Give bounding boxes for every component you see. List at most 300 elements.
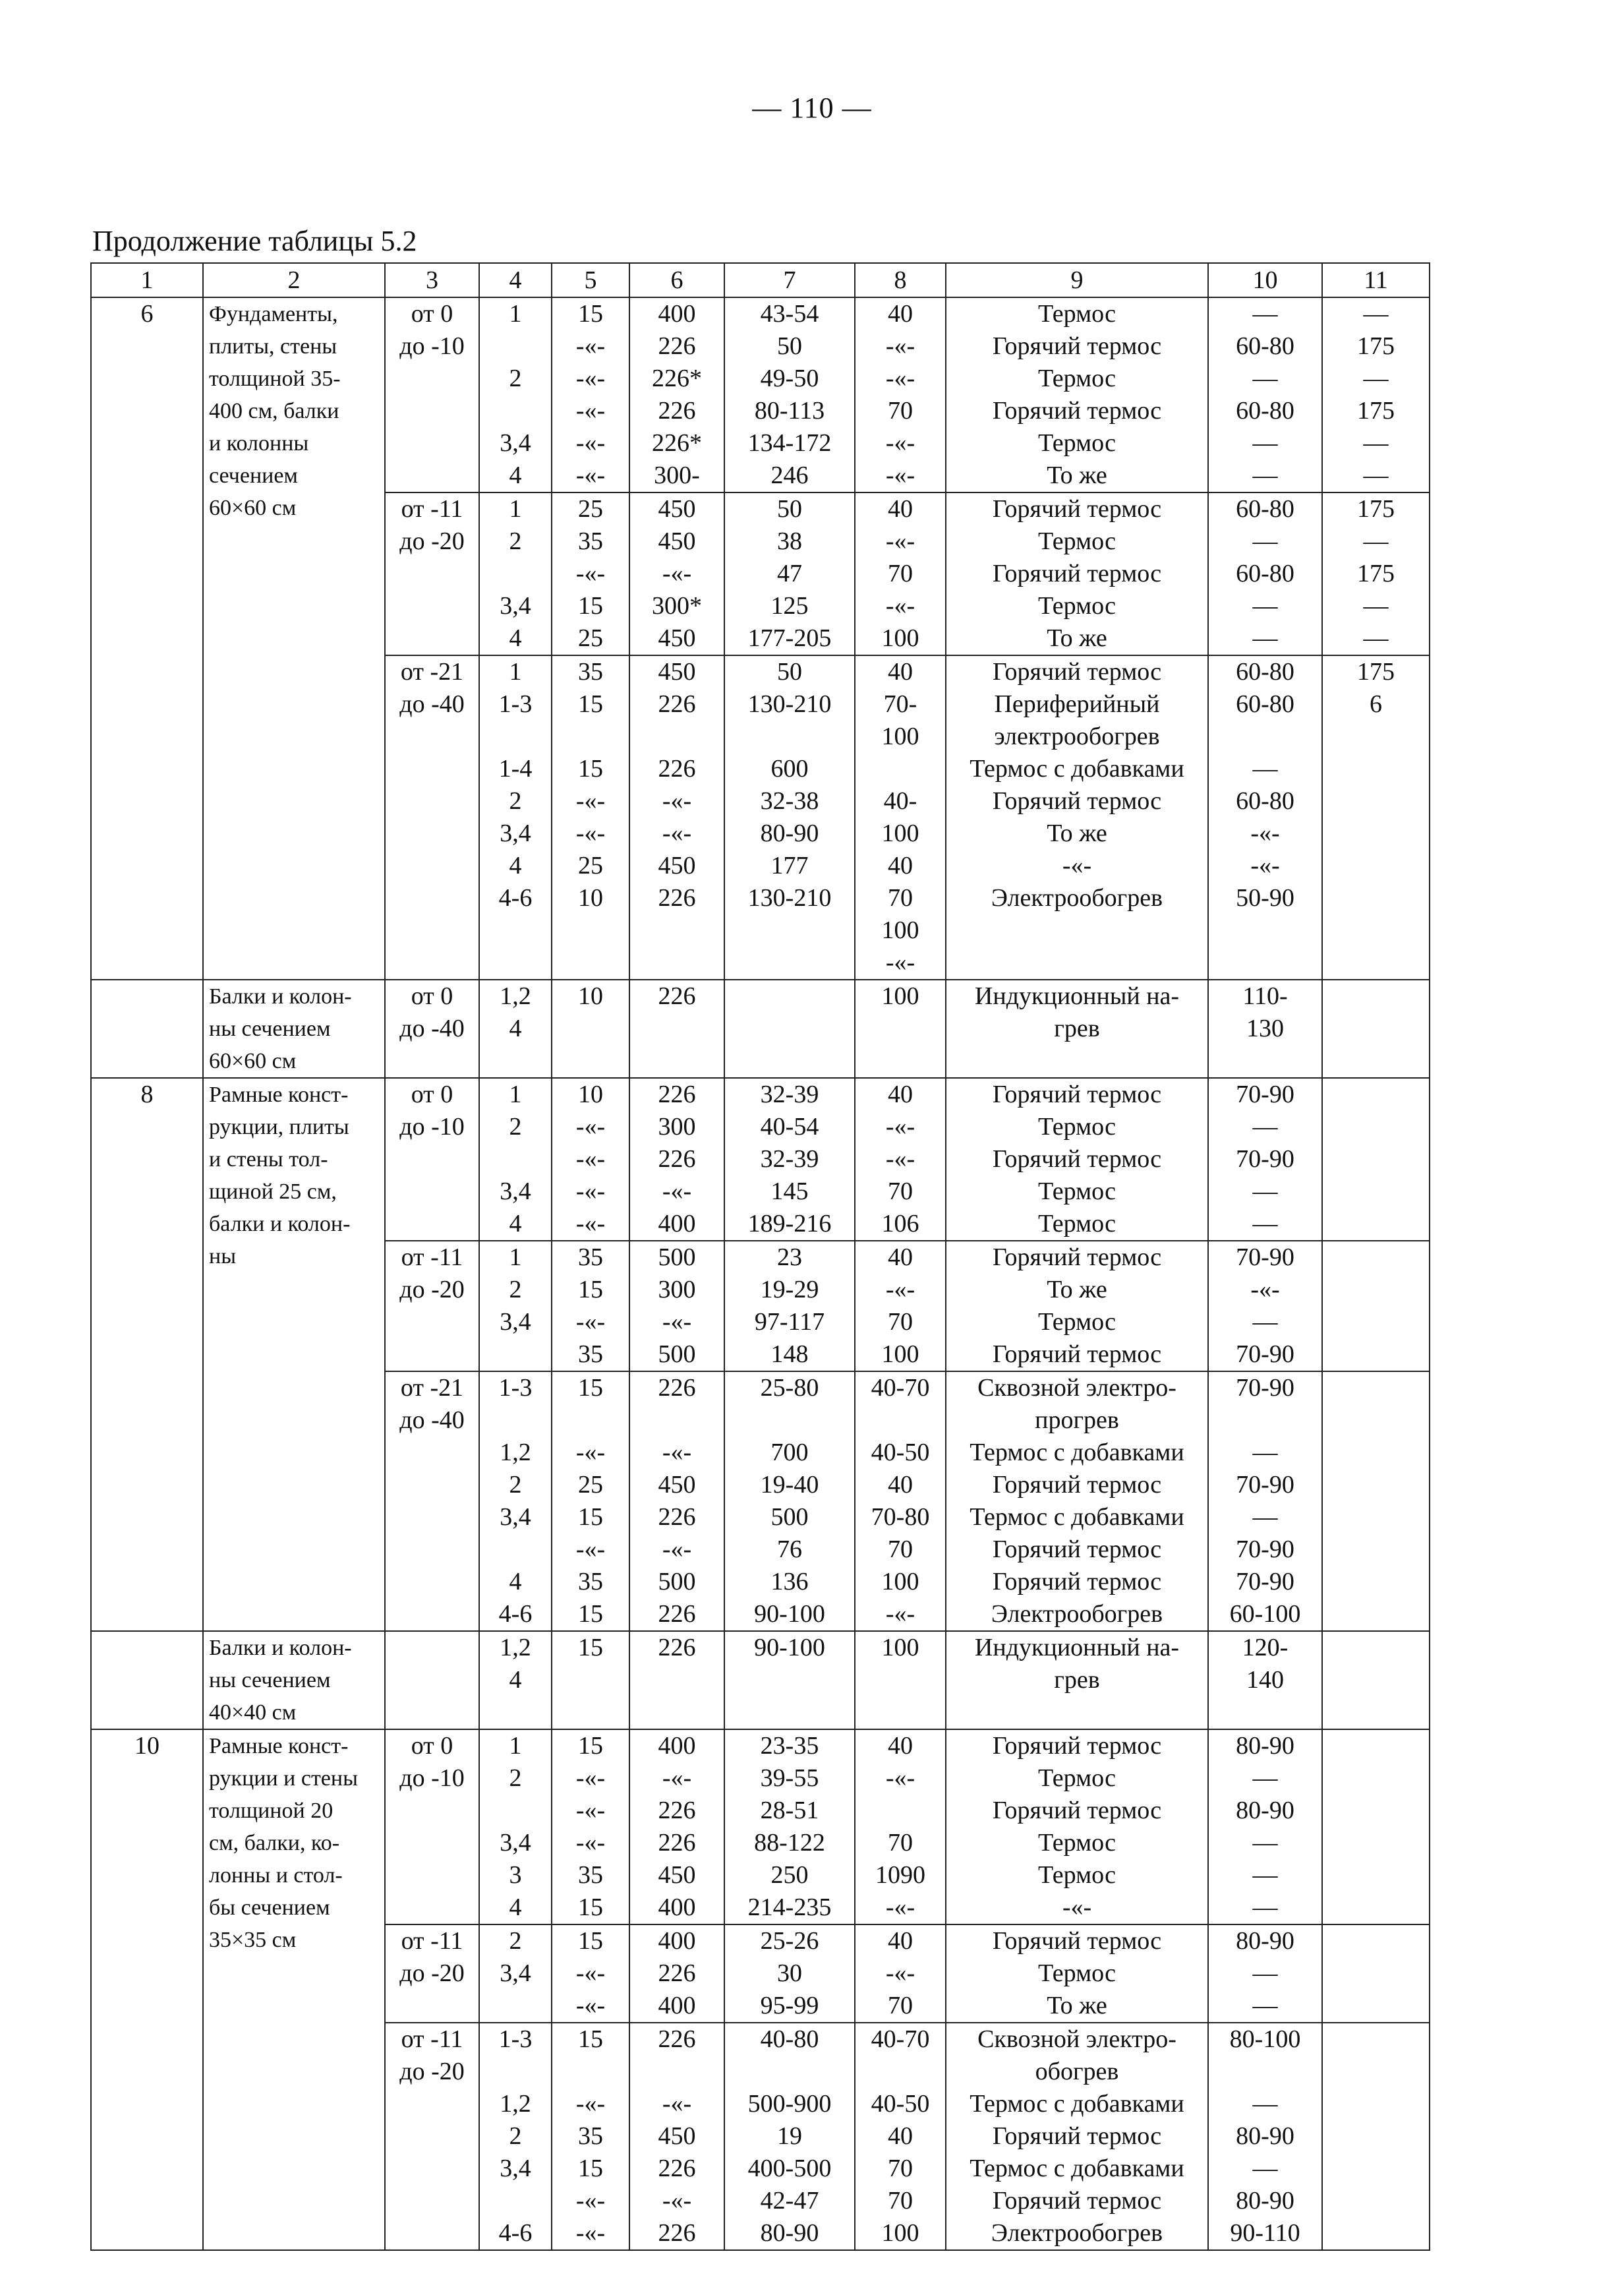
temperature-line: до -40 [399,1406,465,1434]
cell-line: 70 [888,1308,913,1336]
cell-line: -«- [885,949,915,976]
cell-line [1323,1241,1429,1274]
cell-temperature-range [385,980,479,1078]
cell-line: Горячий термос [992,1145,1162,1173]
cell-line [856,1404,945,1437]
cell-line: 25 [578,852,603,879]
cell-col11 [1322,297,1430,492]
cell-col6 [629,655,724,980]
cell-line [1323,1696,1429,1729]
table-row [91,980,1430,1078]
temperature-line: до -10 [399,1764,465,1792]
cell-line [946,914,1207,947]
cell-line: 35 [578,2122,603,2150]
cell-line: -«- [885,1113,915,1141]
cell-line: 10 [578,1081,603,1108]
cell-line: -«- [662,1177,692,1205]
cell-line: -«- [575,1992,606,2019]
cell-line: 70 [888,884,913,912]
cell-col7 [724,1924,855,2023]
cell-line: — [1252,755,1278,783]
cell-line: 450 [658,1861,696,1889]
table-row [91,297,1430,492]
cell-line: 35 [578,1861,603,1889]
cell-line: -«- [662,819,692,847]
cell-line: -«- [575,1797,606,1824]
cell-line: 15 [578,2155,603,2182]
cell-line: -«- [1250,852,1280,879]
cell-line: 226* [652,365,702,392]
cell-item-number [91,980,203,1078]
cell-line: — [1363,527,1389,555]
cell-col5 [552,1241,629,1371]
cell-line: 136 [770,1568,809,1595]
cell-col9 [946,655,1208,980]
cell-col4 [479,1078,552,1241]
cell-line: 600 [770,755,809,783]
cell-line [1323,1437,1429,1469]
cell-line: 300* [652,592,702,620]
cell-line: 70-90 [1236,1535,1294,1563]
cell-line: 25-80 [760,1374,819,1402]
temperature-line: от -21 [400,658,464,686]
cell-line [1209,1045,1321,1077]
cell-temperature-range [385,1631,479,1729]
description-line: 400 см, балки [209,399,339,423]
cell-line: -«- [575,1959,606,1987]
cell-line [480,1990,551,2022]
cell-temperature-range [385,297,479,492]
cell-temperature-range [385,1924,479,2023]
cell-line: 30 [777,1959,802,1987]
cell-col8 [855,1729,946,1924]
cell-col4 [479,297,552,492]
cell-line: — [1252,1829,1278,1857]
cell-line: 40 [888,2122,913,2150]
cell-line: 70-90 [1236,1374,1294,1402]
cell-col8 [855,297,946,492]
header-cell: 7 [724,263,855,297]
table-body [91,297,1430,2250]
cell-col4 [479,980,552,1078]
cell-line: — [1252,2090,1278,2118]
cell-line [552,1696,629,1729]
temperature-line: от 0 [411,1081,453,1108]
cell-line: Термос [1038,1308,1116,1336]
cell-line [856,1795,945,1827]
cell-line: 1-3 [498,2025,533,2053]
cell-line: 1-4 [498,755,533,783]
cell-item-number [91,1729,203,2250]
cell-line: 40 [888,1243,913,1271]
cell-line [856,1045,945,1077]
cell-line: Горячий термос [992,1471,1162,1499]
description-line: щиной 25 см, [209,1179,337,1204]
cell-line: 70 [888,1992,913,2019]
cell-line: 43-54 [760,300,819,328]
cell-col10 [1208,1078,1322,1241]
cell-line: 32-39 [760,1081,819,1108]
cell-line: 226 [658,1503,696,1531]
cell-line: 400 [658,1210,696,1237]
cell-line: 15 [578,1503,603,1531]
header-cell: 1 [91,263,203,297]
cell-line: 15 [578,690,603,718]
cell-item-number [91,1078,203,1631]
cell-line: грев [1054,1666,1100,1694]
cell-line: 23-35 [760,1732,819,1760]
cell-line: — [1363,462,1389,489]
cell-line: 90-100 [754,1600,825,1628]
cell-line: -«- [885,462,915,489]
cell-line [630,947,724,979]
cell-temperature-range [385,492,479,655]
cell-line [630,914,724,947]
cell-temperature-range [385,1729,479,1924]
header-row [91,263,1430,297]
cell-line: 15 [578,592,603,620]
cell-line: Термос с добавками [970,1503,1184,1531]
cell-line: 100 [881,2219,919,2247]
cell-line: 1,2 [500,1439,531,1466]
cell-line: 3,4 [500,1308,531,1336]
cell-line: 40-70 [871,2025,930,2053]
cell-line: -«- [885,1145,915,1173]
cell-line: 95-99 [760,1992,819,2019]
cell-line: 15 [578,1732,603,1760]
cell-line [1323,1957,1429,1990]
cell-col8 [855,1371,946,1631]
cell-col5 [552,297,629,492]
cell-line: 15 [578,1374,603,1402]
cell-line: Термос [1038,365,1116,392]
cell-line: Электрообогрев [991,884,1163,912]
cell-line [1323,1795,1429,1827]
cell-line: 500 [658,1340,696,1368]
cell-line: Горячий термос [992,787,1162,815]
cell-line: 130 [1246,1015,1284,1042]
cell-line [1323,914,1429,947]
cell-line: 400 [658,1893,696,1921]
description-line: плиты, стены [209,334,337,359]
cell-line: Горячий термос [992,1927,1162,1955]
cell-line: 226 [658,2025,696,2053]
cell-line: Сквозной электро- [977,2025,1176,2053]
cell-col9 [946,1241,1208,1371]
cell-structure-description [203,1078,385,1631]
cell-line: 4 [509,1210,522,1237]
table-row [91,1631,1430,1729]
cell-line: 226 [658,2155,696,2182]
cell-line [1323,2217,1429,2249]
cell-line: — [1252,2155,1278,2182]
cell-col5 [552,1631,629,1729]
temperature-line: до -40 [399,1015,465,1042]
data-table [90,262,1430,2251]
cell-line: 1-3 [498,1374,533,1402]
cell-col5 [552,1924,629,2023]
cell-line [1323,785,1429,818]
cell-line: -«- [575,1764,606,1792]
cell-line [480,2056,551,2088]
cell-line: -«- [885,332,915,360]
cell-line: 700 [770,1439,809,1466]
cell-line: -«- [885,429,915,457]
cell-line [1323,1208,1429,1240]
cell-line: Горячий термос [992,2122,1162,2150]
cell-line: 15 [578,1600,603,1628]
cell-temperature-range [385,655,479,980]
cell-col7 [724,1371,855,1631]
page-number: — 110 — [752,92,872,124]
cell-line [480,1696,551,1729]
cell-col6 [629,1078,724,1241]
cell-line: 500 [658,1568,696,1595]
cell-line: 15 [578,1276,603,1303]
cell-line: 1090 [875,1861,925,1889]
cell-col6 [629,492,724,655]
cell-line [1323,1079,1429,1111]
cell-line: Горячий термос [992,1243,1162,1271]
cell-line: 80-90 [1236,1927,1294,1955]
cell-line [946,1696,1207,1729]
cell-line: 40 [888,852,913,879]
cell-line: 70 [888,2187,913,2215]
cell-col10 [1208,1371,1322,1631]
cell-line: 38 [777,527,802,555]
cell-col11 [1322,1371,1430,1631]
cell-col10 [1208,1729,1322,1924]
cell-line: 70 [888,1535,913,1563]
cell-line: 25 [578,1471,603,1499]
cell-col9 [946,1729,1208,1924]
cell-temperature-range [385,1241,479,1371]
cell-col11 [1322,1241,1430,1371]
cell-line: 28-51 [760,1797,819,1824]
cell-line: Горячий термос [992,332,1162,360]
cell-col6 [629,1729,724,1924]
cell-line: 1,2 [500,982,531,1010]
header-cell: 2 [203,263,385,297]
cell-col10 [1208,980,1322,1078]
cell-line: Горячий термос [992,1568,1162,1595]
cell-line: 80-90 [1236,1732,1294,1760]
cell-line: -«- [662,1764,692,1792]
cell-line [725,1013,854,1045]
cell-line [1323,1566,1429,1598]
cell-line: 2 [509,787,522,815]
cell-structure-description [203,980,385,1078]
cell-line: 15 [578,1893,603,1921]
cell-line: -«- [662,2187,692,2215]
cell-line: 60-80 [1236,397,1294,425]
cell-line: 70-90 [1236,1145,1294,1173]
cell-line: То же [1047,624,1107,652]
cell-line [480,914,551,947]
header-cell: 8 [855,263,946,297]
cell-line: — [1252,624,1278,652]
cell-line: 50-90 [1236,884,1294,912]
cell-line: Термос [1038,1959,1116,1987]
cell-line: 100 [881,1568,919,1595]
header-cell: 4 [479,263,552,297]
cell-line: 2 [509,1764,522,1792]
cell-line: 6 [1370,690,1382,718]
cell-line: 15 [578,755,603,783]
cell-line: 226 [658,690,696,718]
cell-line: То же [1047,819,1107,847]
cell-col6 [629,2023,724,2250]
cell-line: 42-47 [760,2187,819,2215]
cell-line: 80-90 [1236,2122,1294,2150]
cell-line: 226 [658,2219,696,2247]
description-line: толщиной 20 [209,1799,334,1823]
temperature-line: от -21 [400,1374,464,1402]
cell-col6 [629,1371,724,1631]
cell-line: Термос [1038,1861,1116,1889]
cell-line: -«- [1062,1893,1092,1921]
temperature-line: от 0 [411,1732,453,1760]
cell-col9 [946,1371,1208,1631]
cell-line: — [1252,1959,1278,1987]
cell-col6 [629,1924,724,2023]
cell-line: 226 [658,1634,696,1661]
cell-line: -«- [885,365,915,392]
cell-line: 35 [578,1340,603,1368]
cell-line [630,1013,724,1045]
cell-line: 1,2 [500,2090,531,2118]
cell-line: 500 [658,1243,696,1271]
cell-line: 35 [578,1243,603,1271]
description-line: Фундаменты, [209,302,338,326]
description-line: рукции и стены [209,1766,358,1791]
cell-col6 [629,980,724,1078]
cell-col7 [724,1631,855,1729]
cell-line [480,1143,551,1176]
cell-line [630,1664,724,1696]
cell-line: 300 [658,1276,696,1303]
cell-line: -«- [885,527,915,555]
cell-line: 2 [509,365,522,392]
cell-col9 [946,297,1208,492]
cell-line: 4 [509,1568,522,1595]
cell-line: -«- [885,1764,915,1792]
table-caption: Продолжение таблицы 5.2 [92,225,417,257]
table-row [91,1729,1430,1924]
cell-structure-description [203,297,385,980]
description-line: см, балки, ко- [209,1831,340,1855]
cell-line: 4 [509,1666,522,1694]
cell-line: -«- [1250,1276,1280,1303]
cell-col5 [552,655,629,980]
cell-line: 226 [658,397,696,425]
cell-line: 60-80 [1236,495,1294,523]
cell-line: 15 [578,2025,603,2053]
description-line: 35×35 см [209,1928,297,1952]
cell-line: 214-235 [747,1893,832,1921]
cell-col11 [1322,655,1430,980]
cell-line: 300 [658,1113,696,1141]
cell-line [946,1045,1207,1077]
cell-line: -«- [1062,852,1092,879]
cell-line: 25-26 [760,1927,819,1955]
cell-line [1323,1404,1429,1437]
cell-line: 90-110 [1230,2219,1300,2247]
cell-line: -«- [575,2090,606,2118]
cell-line: — [1252,1992,1278,2019]
cell-line [856,1013,945,1045]
cell-line: 90-100 [754,1634,825,1661]
cell-line: 125 [770,592,809,620]
cell-line [1323,1664,1429,1696]
header-cell: 9 [946,263,1208,297]
cell-line: -«- [575,1210,606,1237]
cell-line: -«- [662,1439,692,1466]
cell-line: -«- [885,1600,915,1628]
temperature-line: от 0 [411,300,453,328]
cell-line: -«- [575,2187,606,2215]
cell-col6 [629,297,724,492]
cell-line: Термос с добавками [970,2090,1184,2118]
cell-line [725,1696,854,1729]
cell-line: 4 [509,1893,522,1921]
temperature-line: до -10 [399,332,465,360]
cell-line [1323,1176,1429,1208]
cell-line [725,721,854,753]
cell-line [725,1404,854,1437]
cell-line [1209,914,1321,947]
cell-line: 40-80 [760,2025,819,2053]
cell-col11 [1322,980,1430,1078]
cell-col9 [946,1631,1208,1729]
cell-line [480,330,551,363]
cell-line: прогрев [1035,1406,1119,1434]
cell-col7 [724,1078,855,1241]
description-line: Рамные конст- [209,1734,349,1758]
cell-col7 [724,492,855,655]
cell-line: 145 [770,1177,809,1205]
cell-line: — [1252,1210,1278,1237]
cell-line: 450 [658,2122,696,2150]
cell-line: 130-210 [747,884,832,912]
cell-line: -«- [575,1145,606,1173]
cell-line: Горячий термос [992,397,1162,425]
cell-line [1323,1891,1429,1924]
cell-line [630,2056,724,2088]
cell-line: -«- [662,560,692,587]
cell-line: 226 [658,884,696,912]
cell-line: 40 [888,495,913,523]
header-cell: 11 [1322,263,1430,297]
cell-line: -«- [575,1829,606,1857]
temperature-line: до -10 [399,1113,465,1141]
cell-line [725,1664,854,1696]
cell-col6 [629,1241,724,1371]
cell-line: 100 [881,982,919,1010]
cell-line [1323,1469,1429,1501]
cell-line: Горячий термос [992,1732,1162,1760]
cell-line [1209,721,1321,753]
cell-line: Горячий термос [992,658,1162,686]
cell-structure-description [203,1631,385,1729]
cell-line: 450 [658,495,696,523]
cell-line [1323,947,1429,979]
cell-line: 175 [1357,560,1395,587]
cell-line [552,1404,629,1437]
cell-line: — [1363,624,1389,652]
cell-line [480,721,551,753]
cell-col5 [552,2023,629,2250]
